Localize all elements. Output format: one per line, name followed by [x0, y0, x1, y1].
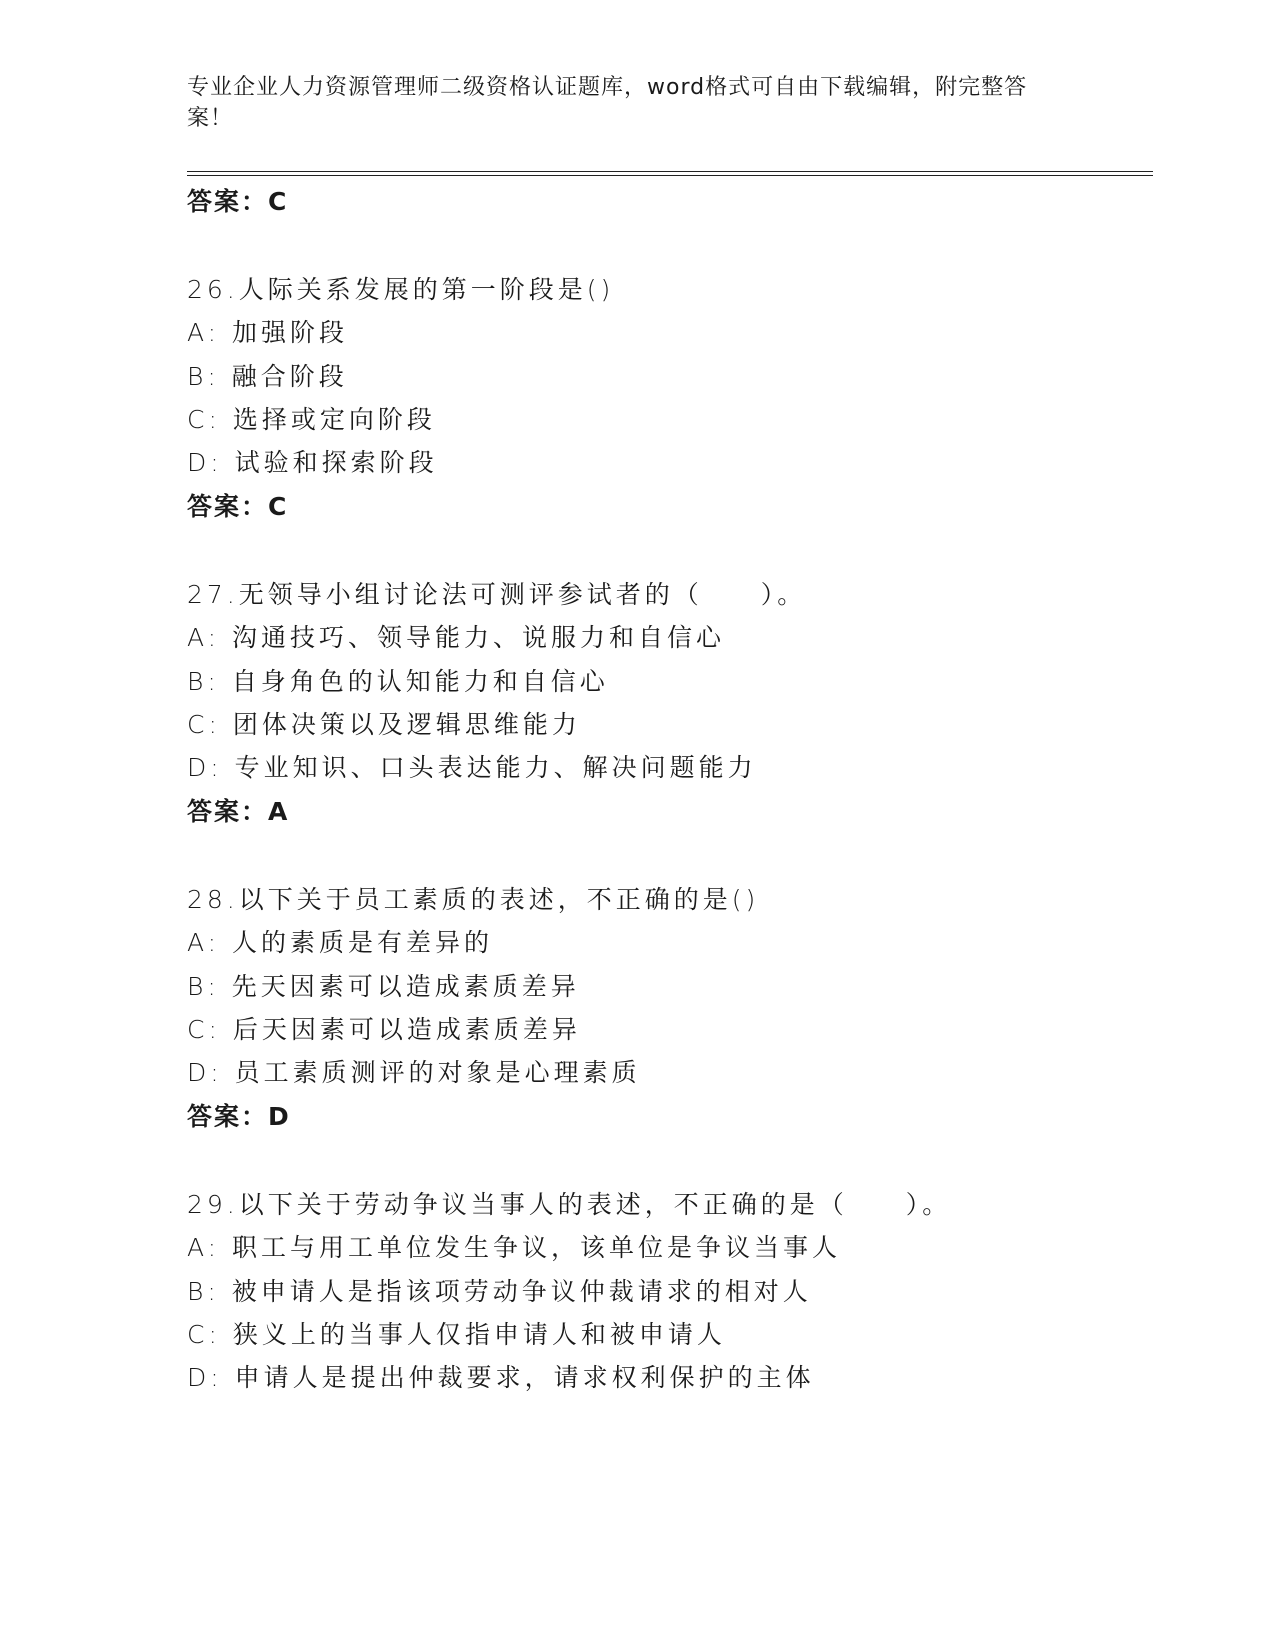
question-option: C: 后天因素可以造成素质差异 — [187, 1015, 581, 1044]
question-option: B: 被申请人是指该项劳动争议仲裁请求的相对人 — [187, 1277, 812, 1306]
question-option: C: 狭义上的当事人仅指申请人和被申请人 — [187, 1320, 726, 1349]
question-option: A: 职工与用工单位发生争议，该单位是争议当事人 — [187, 1233, 842, 1262]
question-option: B: 自身角色的认知能力和自信心 — [187, 667, 609, 696]
question-stem: 29.以下关于劳动争议当事人的表述，不正确的是（ ）。 — [187, 1190, 952, 1219]
answer-line: 答案：C — [187, 492, 289, 521]
question-option: A: 加强阶段 — [187, 318, 349, 347]
question-option: C: 选择或定向阶段 — [187, 405, 436, 434]
header-rule-bottom — [187, 175, 1153, 176]
answer-line: 答案：C — [187, 187, 289, 216]
answer-line: 答案：A — [187, 797, 290, 826]
header-rule-top — [187, 171, 1153, 172]
question-option: B: 先天因素可以造成素质差异 — [187, 972, 580, 1001]
question-option: D: 申请人是提出仲裁要求，请求权利保护的主体 — [187, 1363, 815, 1392]
question-option: D: 员工素质测评的对象是心理素质 — [187, 1058, 641, 1087]
question-option: A: 沟通技巧、领导能力、说服力和自信心 — [187, 623, 726, 652]
question-option: D: 专业知识、口头表达能力、解决问题能力 — [187, 753, 757, 782]
answer-line: 答案：D — [187, 1102, 291, 1131]
question-stem: 27.无领导小组讨论法可测评参试者的（ ）。 — [187, 580, 807, 609]
question-stem: 26.人际关系发展的第一阶段是() — [187, 275, 615, 304]
document-intro: 专业企业人力资源管理师二级资格认证题库，word格式可自由下载编辑，附完整答案！ — [187, 75, 1028, 131]
question-option: D: 试验和探索阶段 — [187, 448, 438, 477]
question-stem: 28.以下关于员工素质的表述，不正确的是() — [187, 885, 760, 914]
question-option: B: 融合阶段 — [187, 362, 348, 391]
question-option: A: 人的素质是有差异的 — [187, 928, 494, 957]
question-option: C: 团体决策以及逻辑思维能力 — [187, 710, 581, 739]
